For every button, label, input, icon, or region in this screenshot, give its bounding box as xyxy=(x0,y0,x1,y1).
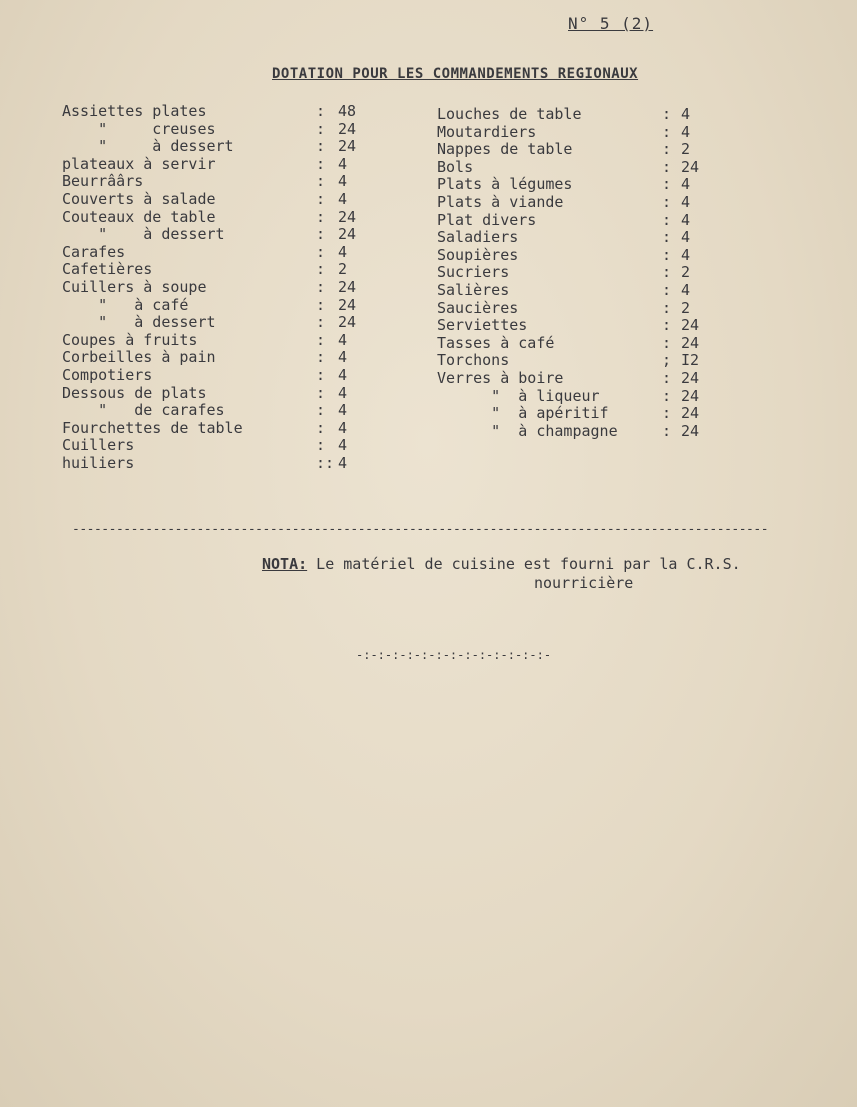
item-quantity: 4 xyxy=(338,453,348,472)
item-name: Dessous de plats xyxy=(62,383,207,402)
item-separator: : xyxy=(316,172,326,191)
item-quantity: 24 xyxy=(681,421,700,440)
nota-text-line2: nourricière xyxy=(534,574,634,592)
item-separator: : xyxy=(316,277,326,296)
item-name: Saucières xyxy=(437,298,519,317)
item-separator: : xyxy=(662,316,672,335)
item-name: " à café xyxy=(62,295,189,314)
nota-note xyxy=(262,555,822,593)
item-name: Couverts à salade xyxy=(62,189,216,208)
item-separator: : xyxy=(316,242,326,261)
item-separator: : xyxy=(316,207,326,226)
item-separator: : xyxy=(316,295,326,314)
document-reference-number: N° 5 (2) xyxy=(568,14,654,33)
nota-label: NOTA: xyxy=(262,555,308,573)
item-name: " à champagne xyxy=(437,421,618,440)
item-quantity: 4 xyxy=(338,401,348,420)
item-quantity: I2 xyxy=(681,351,700,370)
item-separator: : xyxy=(662,368,672,387)
item-separator: : xyxy=(662,421,672,440)
separator-line: ----------------------------------------------------------------------------------------------- xyxy=(72,522,769,537)
item-quantity: 24 xyxy=(681,333,700,352)
item-name: Serviettes xyxy=(437,316,528,335)
item-separator: : xyxy=(662,386,672,405)
item-name: Cuillers xyxy=(62,436,135,455)
item-quantity: 4 xyxy=(338,189,348,208)
item-name: Louches de table xyxy=(437,105,582,123)
item-name: " creuses xyxy=(62,119,216,138)
item-separator: : xyxy=(316,313,326,332)
item-name: Compotiers xyxy=(62,365,153,384)
item-separator: : xyxy=(316,189,326,208)
item-quantity: 4 xyxy=(338,383,348,402)
item-separator: : xyxy=(662,105,672,123)
item-name: Carafes xyxy=(62,242,126,261)
item-name: Assiettes plates xyxy=(62,102,207,120)
item-name: " à liqueur xyxy=(437,386,600,405)
item-separator: : xyxy=(316,401,326,420)
item-quantity: 24 xyxy=(338,137,357,156)
item-separator: : xyxy=(662,280,672,299)
item-name: Cuillers à soupe xyxy=(62,277,207,296)
item-quantity: 24 xyxy=(681,368,700,387)
item-quantity: 4 xyxy=(338,418,348,437)
item-separator: : xyxy=(662,192,672,211)
item-separator: : xyxy=(316,102,326,120)
item-name: Coupes à fruits xyxy=(62,330,198,349)
item-separator: : xyxy=(316,348,326,367)
item-name: Moutardiers xyxy=(437,122,537,141)
closing-ornament: -:-:-:-:-:-:-:-:-:-:-:-:-:- xyxy=(356,648,552,662)
item-quantity: 4 xyxy=(681,210,691,229)
item-name: " à dessert xyxy=(62,137,234,156)
item-quantity: 4 xyxy=(681,105,691,123)
item-separator: : xyxy=(662,157,672,176)
item-name: Saladiers xyxy=(437,228,519,247)
item-separator: : xyxy=(316,383,326,402)
item-name: huiliers xyxy=(62,453,135,472)
item-separator: : xyxy=(316,365,326,384)
item-quantity: 4 xyxy=(681,192,691,211)
item-separator: : xyxy=(662,210,672,229)
item-quantity: 4 xyxy=(338,154,348,173)
item-separator: : xyxy=(662,333,672,352)
item-quantity: 2 xyxy=(681,263,691,282)
item-quantity: 48 xyxy=(338,102,357,120)
item-quantity: 24 xyxy=(681,157,700,176)
item-name: Plats à légumes xyxy=(437,175,573,194)
nota-text-line1: Le matériel de cuisine est fourni par la C.R.S. xyxy=(307,555,741,573)
item-quantity: 24 xyxy=(681,316,700,335)
item-separator: : xyxy=(662,298,672,317)
item-name: Sucriers xyxy=(437,263,510,282)
item-name: " à dessert xyxy=(62,313,216,332)
item-separator: : xyxy=(662,140,672,159)
item-name: " à apéritif xyxy=(437,404,609,423)
item-quantity: 24 xyxy=(338,225,357,244)
item-quantity: 4 xyxy=(338,436,348,455)
item-name: Beurrâârs xyxy=(62,172,144,191)
item-quantity: 4 xyxy=(681,122,691,141)
item-name: Corbeilles à pain xyxy=(62,348,216,367)
item-name: Verres à boire xyxy=(437,368,564,387)
item-quantity: 4 xyxy=(338,330,348,349)
item-separator: : xyxy=(662,175,672,194)
item-quantity: 24 xyxy=(338,119,357,138)
item-quantity: 24 xyxy=(338,295,357,314)
item-separator: : xyxy=(316,119,326,138)
document-title: DOTATION POUR LES COMMANDEMENTS REGIONAUX xyxy=(272,66,639,82)
item-separator: ; xyxy=(662,351,672,370)
item-name: Fourchettes de table xyxy=(62,418,243,437)
item-quantity: 2 xyxy=(681,140,691,159)
item-quantity: 4 xyxy=(338,242,348,261)
item-name: Salières xyxy=(437,280,510,299)
item-quantity: 2 xyxy=(338,260,348,279)
item-name: Couteaux de table xyxy=(62,207,216,226)
item-name: Tasses à café xyxy=(437,333,555,352)
item-separator: : xyxy=(316,330,326,349)
item-separator: : xyxy=(316,418,326,437)
item-quantity: 24 xyxy=(681,386,700,405)
item-separator: : xyxy=(662,263,672,282)
item-name: Soupières xyxy=(437,245,519,264)
item-separator: : xyxy=(316,154,326,173)
item-quantity: 4 xyxy=(681,228,691,247)
item-separator: : xyxy=(662,122,672,141)
item-name: Plats à viande xyxy=(437,192,564,211)
item-quantity: 24 xyxy=(681,404,700,423)
item-separator: : xyxy=(316,436,326,455)
item-quantity: 24 xyxy=(338,207,357,226)
item-name: Cafetières xyxy=(62,260,153,279)
item-quantity: 24 xyxy=(338,313,357,332)
item-separator: : xyxy=(662,245,672,264)
item-quantity: 4 xyxy=(681,175,691,194)
item-quantity: 24 xyxy=(338,277,357,296)
item-separator: : xyxy=(316,260,326,279)
item-separator: :: xyxy=(316,453,335,472)
item-quantity: 4 xyxy=(338,365,348,384)
item-quantity: 2 xyxy=(681,298,691,317)
item-name: Torchons xyxy=(437,351,510,370)
item-separator: : xyxy=(316,225,326,244)
item-name: Plat divers xyxy=(437,210,537,229)
item-name: Bols xyxy=(437,157,474,176)
item-separator: : xyxy=(662,404,672,423)
item-separator: : xyxy=(316,137,326,156)
item-name: Nappes de table xyxy=(437,140,573,159)
item-separator: : xyxy=(662,228,672,247)
item-quantity: 4 xyxy=(681,280,691,299)
item-quantity: 4 xyxy=(681,245,691,264)
item-quantity: 4 xyxy=(338,348,348,367)
item-quantity: 4 xyxy=(338,172,348,191)
item-name: plateaux à servir xyxy=(62,154,216,173)
item-name: " de carafes xyxy=(62,401,225,420)
item-name: " à dessert xyxy=(62,225,225,244)
